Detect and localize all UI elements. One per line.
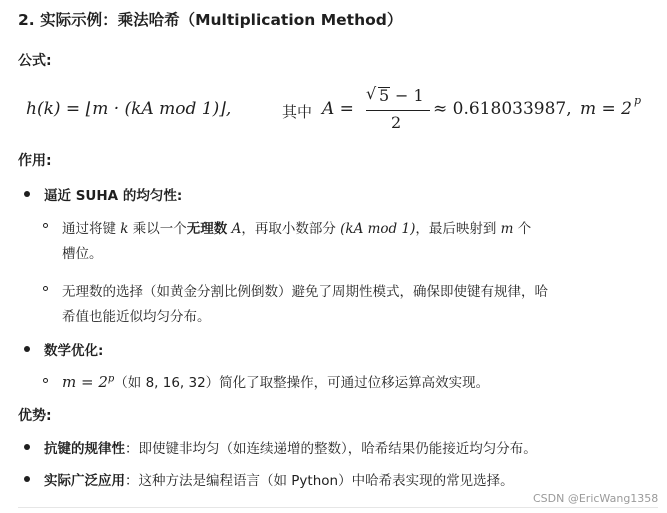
role-item2-title: 数学优化: bbox=[44, 343, 104, 359]
role-sub1-line1: 通过将键 k 乘以一个无理数 A，再取小数部分 (kA mod 1)，最后映射到 m 个 bbox=[62, 221, 532, 237]
role-item1-title: 逼近 SUHA 的均匀性: bbox=[44, 188, 183, 204]
divider bbox=[18, 507, 658, 508]
adv-item2: 实际广泛应用：这种方法是编程语言（如 Python）中哈希表实现的常见选择。 bbox=[44, 473, 514, 489]
section-heading: 2. 实际示例：乘法哈希（Multiplication Method） bbox=[18, 11, 403, 29]
sub-bullet-circle bbox=[43, 378, 48, 383]
adv-item1: 抗键的规律性：即使键非均匀（如连续递增的整数），哈希结果仍能接近均匀分布。 bbox=[44, 441, 537, 457]
formula-m-exp: p bbox=[634, 94, 642, 107]
formula-lhs: h(k) = ⌊m · (kA mod 1)⌋, bbox=[26, 99, 232, 119]
fraction-bar bbox=[366, 110, 430, 111]
sqrt-symbol: √ bbox=[366, 84, 377, 103]
bullet-dot bbox=[24, 346, 30, 352]
bullet-dot bbox=[24, 476, 30, 482]
sqrt-radicand: 5 bbox=[379, 86, 390, 105]
role-label: 作用: bbox=[18, 153, 52, 169]
role-sub1-line2: 槽位。 bbox=[62, 246, 103, 262]
denominator: 2 bbox=[391, 113, 402, 132]
bullet-dot bbox=[24, 444, 30, 450]
role-sub2-line2: 希值也能近似均匀分布。 bbox=[62, 309, 211, 325]
formula-A-eq: A = bbox=[322, 99, 354, 119]
formula-where: 其中 bbox=[282, 103, 313, 121]
watermark: CSDN @EricWang1358 bbox=[533, 492, 659, 505]
sub-bullet-circle bbox=[43, 286, 48, 291]
bullet-dot bbox=[24, 191, 30, 197]
sub-bullet-circle bbox=[43, 223, 48, 228]
role-sub2-line1: 无理数的选择（如黄金分割比例倒数）避免了周期性模式，确保即使键有规律，哈 bbox=[62, 284, 548, 300]
role-sub3: $m = 2^p$（如 8, 16, 32）简化了取整操作，可通过位移运算高效实现。 bbox=[62, 373, 490, 391]
formula-label: 公式: bbox=[18, 53, 52, 69]
advantages-label: 优势: bbox=[18, 408, 52, 424]
formula-m-eq: m = 2 bbox=[580, 99, 632, 119]
numerator-rest: − 1 bbox=[395, 86, 424, 105]
formula-approx: ≈ 0.618033987, bbox=[433, 99, 572, 119]
